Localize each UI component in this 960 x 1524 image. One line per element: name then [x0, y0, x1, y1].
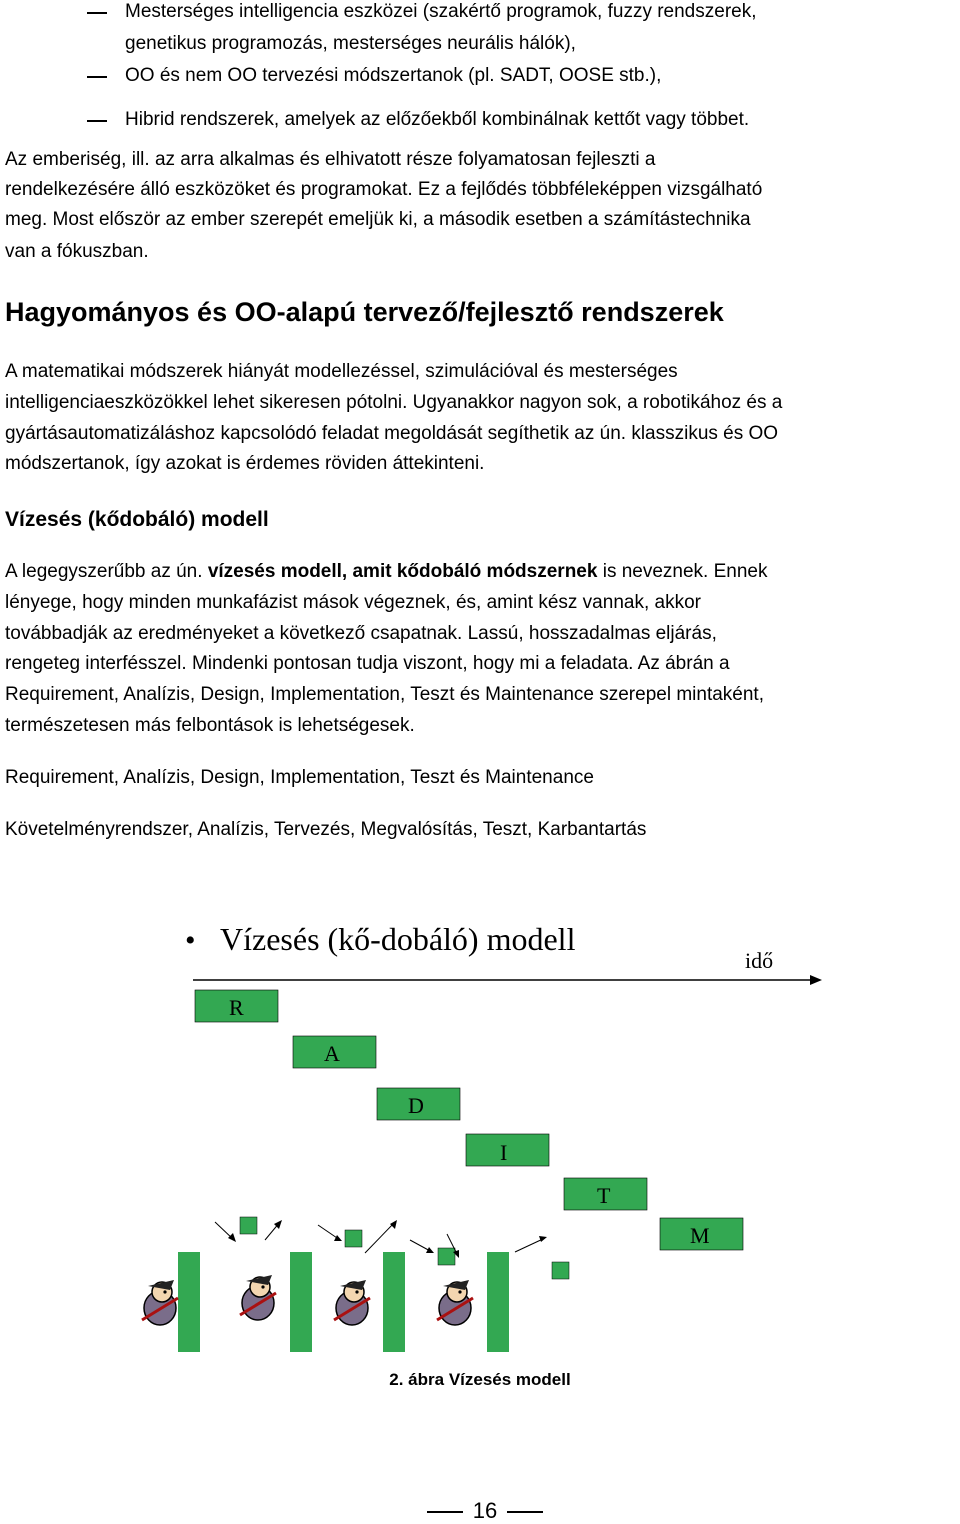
throw-arrowhead	[426, 1247, 434, 1253]
worker-icon	[240, 1275, 276, 1320]
phase-label-m: M	[690, 1223, 710, 1248]
page-number	[0, 1498, 960, 1524]
bullet-1-line-2: genetikus programozás, mesterséges neurális hálók),	[125, 33, 576, 54]
throw-arrow	[365, 1222, 395, 1253]
worker-eye	[355, 1290, 358, 1293]
section-heading: Hagyományos és OO-alapú tervező/fejlesztő rendszerek	[5, 297, 724, 327]
page-number-value: 16	[472, 1498, 498, 1523]
paragraph-line: intelligenciaeszközökkel lehet sikeresen pótolni. Ugyanakkor nagyon sok, a robotikához és a	[5, 392, 783, 413]
figure-title: Vízesés (kő-dobáló) modell	[220, 921, 576, 957]
phase-box-i	[466, 1134, 549, 1166]
page-number-dash	[427, 1511, 463, 1513]
page-number-dash	[507, 1511, 543, 1513]
paragraph-line: rengeteg interfésszel. Mindenki pontosan tudja viszont, hogy mi a feladata. Az ábrán a	[5, 653, 730, 674]
intro-line: meg. Most először az ember szerepét emeljük ki, a második esetben a számítástechnika	[5, 209, 751, 230]
throw-arrowhead	[390, 1220, 397, 1229]
thrown-document	[345, 1230, 362, 1247]
paragraph-line	[5, 560, 767, 584]
intro-line: van a fókuszban.	[5, 241, 149, 262]
thrown-document	[552, 1262, 569, 1279]
intro-line: rendelkezésére álló eszközöket és programokat. Ez a fejlődés többféleképpen vizsgálható	[5, 179, 763, 200]
worker-eye	[261, 1285, 264, 1288]
phase-label-d: D	[408, 1093, 424, 1118]
paragraph-line: lényege, hogy minden munkafázist mások végeznek, és, amint kész vannak, akkor	[5, 592, 701, 613]
bullet-1-line-1: Mesterséges intelligencia eszközei (szakértő programok, fuzzy rendszerek,	[125, 1, 757, 22]
worker-eye	[458, 1290, 461, 1293]
bullet-2: OO és nem OO tervezési módszertanok (pl. SADT, OOSE stb.),	[125, 65, 662, 86]
paragraph-line: természetesen más felbontások is lehetségesek.	[5, 715, 415, 736]
bullet-3: Hibrid rendszerek, amelyek az előzőekből kombinálnak kettőt vagy többet.	[125, 109, 750, 130]
phase-label-r: R	[229, 995, 244, 1020]
phases-english: Requirement, Analízis, Design, Implementation, Teszt és Maintenance	[5, 767, 594, 788]
phase-label-i: I	[500, 1140, 508, 1165]
worker-eye	[163, 1290, 166, 1293]
paragraph-line: A matematikai módszerek hiányát modellezéssel, szimulációval és mesterséges	[5, 361, 678, 382]
time-arrow-head	[810, 975, 822, 985]
paragraph-line: gyártásautomatizáláshoz kapcsolódó feladat megoldását segíthetik az ún. klasszikus és OO	[5, 423, 779, 444]
bullet-dash	[87, 12, 107, 14]
worker-icon	[334, 1280, 370, 1325]
throw-arrowhead	[539, 1236, 547, 1242]
wall-bar	[178, 1252, 200, 1352]
phase-label-t: T	[597, 1183, 611, 1208]
text-run: is neveznek. Ennek	[597, 561, 768, 582]
wall-bar	[290, 1252, 312, 1352]
wall-bar	[383, 1252, 405, 1352]
throw-arrows	[215, 1222, 545, 1256]
intro-line: Az emberiség, ill. az arra alkalmas és elhivatott része folyamatosan fejleszti a	[5, 149, 656, 170]
bullet-dash	[87, 76, 107, 78]
thrown-document	[438, 1248, 455, 1265]
wall-bar	[487, 1252, 509, 1352]
phase-boxes	[195, 990, 743, 1250]
phase-label-a: A	[324, 1041, 340, 1066]
phases-hungarian: Követelményrendszer, Analízis, Tervezés, Megvalósítás, Teszt, Karbantartás	[5, 819, 647, 840]
waterfall-figure	[0, 900, 960, 1360]
worker-icon	[142, 1280, 178, 1325]
paragraph-line: Requirement, Analízis, Design, Implementation, Teszt és Maintenance szerepel mintaként,	[5, 684, 764, 705]
throw-arrowhead	[228, 1233, 236, 1242]
bullet-dash	[87, 120, 107, 122]
subsection-heading: Vízesés (kődobáló) modell	[5, 508, 269, 531]
throw-arrowhead	[334, 1235, 342, 1241]
thrown-document	[240, 1217, 257, 1234]
paragraph-line: módszertanok, így azokat is érdemes röviden áttekinteni.	[5, 453, 485, 474]
paragraph-line: továbbadják az eredményeket a következő csapatnak. Lassú, hosszadalmas eljárás,	[5, 623, 717, 644]
bold-term: vízesés modell, amit kődobáló módszernek	[207, 561, 598, 582]
worker-icon	[437, 1280, 473, 1325]
figure-caption: 2. ábra Vízesés modell	[389, 1370, 571, 1389]
text-run: A legegyszerűbb az ún.	[5, 561, 208, 582]
figure-bullet: •	[185, 924, 196, 957]
time-label: idő	[745, 948, 774, 973]
